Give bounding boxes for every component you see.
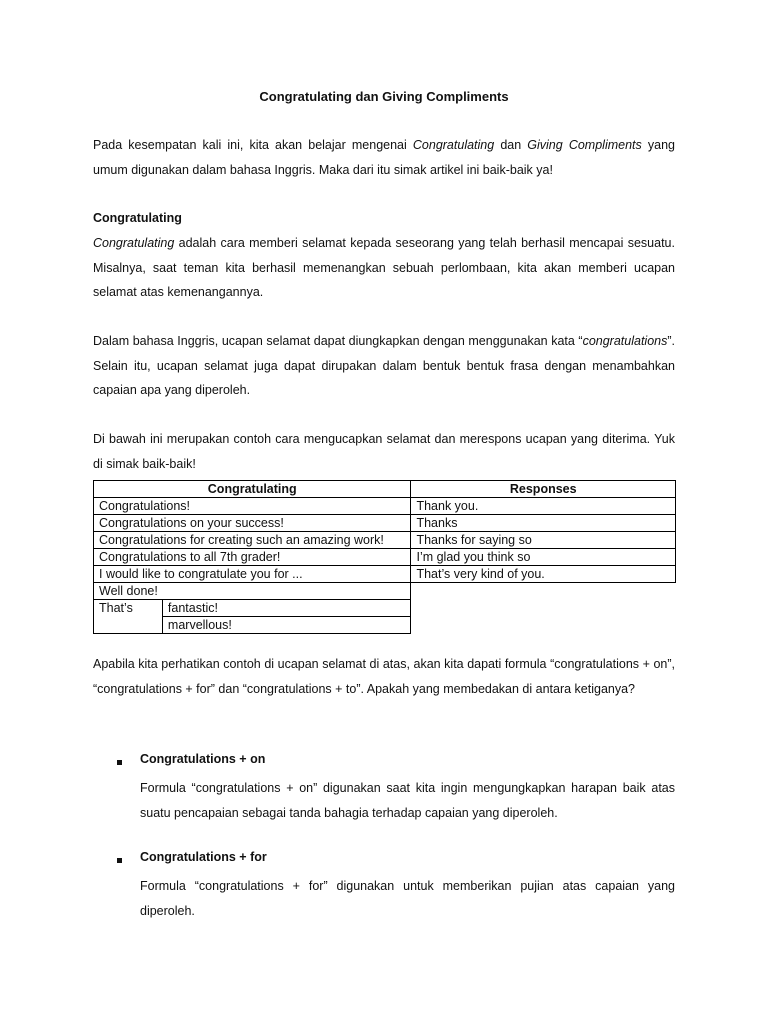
table-cell: That’s very kind of you. [411,566,676,583]
table-empty-cell [411,617,676,634]
intro-emphasis-1: Congratulating [412,138,495,152]
bullet-paragraph-for: Formula “congratulations + for” digunakan untuk memberikan pujian atas capaian yang diperoleh. [140,879,675,918]
table-cell: I would like to congratulate you for ... [94,566,411,583]
table-empty-cell [411,600,676,617]
intro-paragraph [93,133,675,182]
table-header-congratulating: Congratulating [94,481,411,498]
section-text: adalah cara memberi selamat kepada seseorang yang telah berhasil mencapai sesuatu. Misalnya, saat teman kita berhasil memenangkan sebuah perlombaan, kita akan memberi ucapan selamat atas kemenangannya. [93,236,675,299]
table-cell: I’m glad you think so [411,549,676,566]
intro-emphasis-2: Giving Compliments [527,138,642,152]
table-row [94,532,676,549]
table-cell-thats-option: marvellous! [162,617,411,634]
table-cell-thats: That’s [94,600,163,634]
table-cell: Congratulations on your success! [94,515,411,532]
table-header-responses: Responses [411,481,676,498]
intro-text-2: dan [494,138,528,152]
table-cell-well-done: Well done! [94,583,411,600]
table-cell: Congratulations! [94,498,411,515]
paragraph-examples-intro: Di bawah ini merupakan contoh cara mengucapkan selamat dan merespons ucapan yang diterima. Yuk di simak baik-baik! [93,432,675,471]
para2-emphasis: congratulations [582,334,668,348]
table-row [94,583,676,600]
table-row [94,515,676,532]
bullet-square-icon [117,858,122,863]
table-row [94,617,676,634]
document-title: Congratulating dan Giving Compliments [259,89,509,104]
intro-text-1: Pada kesempatan kali ini, kita akan belajar mengenai [93,138,413,152]
bullet-square-icon [117,760,122,765]
table-row [94,600,676,617]
para2-text-2: ”. Selain itu, ucapan selamat juga dapat dirupakan dalam bentuk bentuk frasa dengan menambahkan capaian apa yang diperoleh. [93,334,675,397]
table-cell: Thanks [411,515,676,532]
bullet-paragraph-on: Formula “congratulations + on” digunakan saat kita ingin mengungkapkan harapan baik atas suatu pencapaian sebagai tanda bahagia terhadap capaian yang diperoleh. [140,781,675,820]
paragraph-formula-intro: Apabila kita perhatikan contoh di ucapan selamat di atas, akan kita dapati formula “congratulations + on”, “congratulations + for” dan “congratulations + to”. Apakah yang membedakan di antara ketiganya? [93,657,675,696]
examples-table [93,480,676,634]
table-cell-thats-option: fantastic! [162,600,411,617]
table-row [94,566,676,583]
intro-text-3: yang umum digunakan dalam bahasa Inggris. Maka dari itu simak artikel ini baik-baik ya! [93,138,675,177]
table-cell: Thanks for saying so [411,532,676,549]
section-emphasis: Congratulating [93,236,175,250]
table-row [94,498,676,515]
para2-text-1: Dalam bahasa Inggris, ucapan selamat dapat diungkapkan dengan menggunakan kata “ [93,334,583,348]
bullet-heading-on: Congratulations + on [140,752,266,766]
paragraph-congratulations-word [93,329,675,403]
table-cell: Thank you. [411,498,676,515]
table-empty-cell [411,583,676,600]
table-row [94,549,676,566]
bullet-heading-for: Congratulations + for [140,850,267,864]
table-header-row [94,481,676,498]
table-cell: Congratulations for creating such an amazing work! [94,532,411,549]
section-paragraph-congratulating [93,231,675,305]
table-cell: Congratulations to all 7th grader! [94,549,411,566]
section-heading-congratulating: Congratulating [93,211,182,225]
